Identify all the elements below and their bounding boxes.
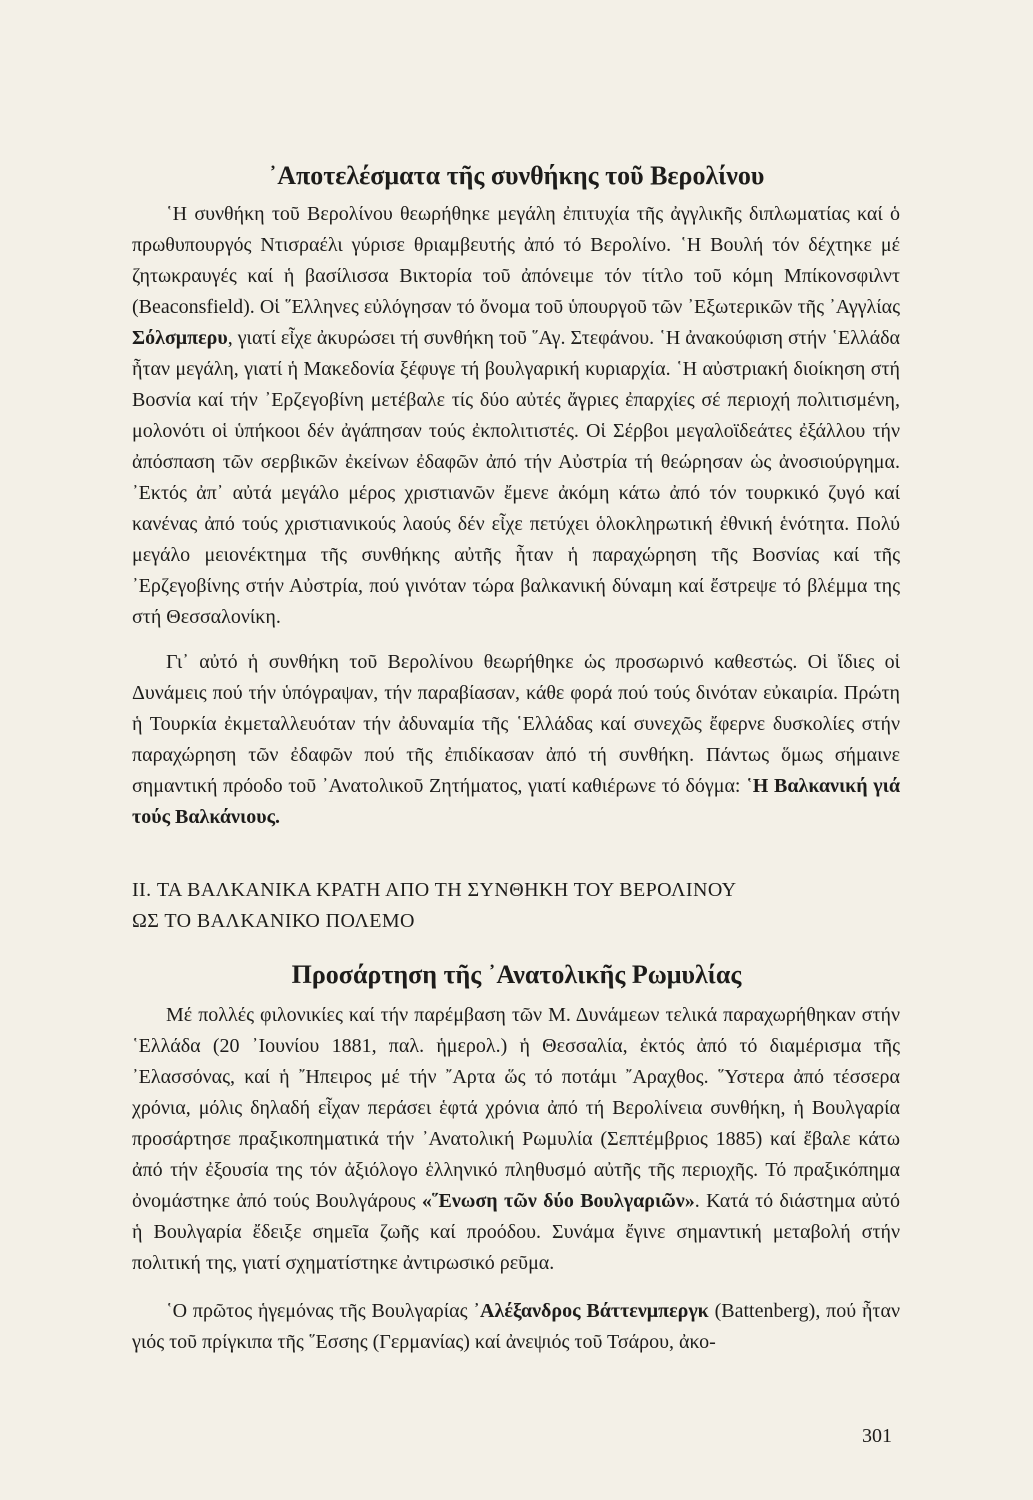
heading-annexation-east-rumelia: Προσάρτηση τῆς ᾽Ανατολικῆς Ρωμυλίας — [291, 960, 742, 989]
paragraph-2: Γι᾽ αὐτό ἡ συνθήκη τοῦ Βερολίνου θεωρήθηκε ὡς προσωρινό καθεστώς. Οἱ ἴδιες οἱ Δυνάμεις πού τήν ὑπόγραψαν, τήν παραβίασαν, κάθε φορά πού τούς δινόταν εὐκαιρία. Πρώτη ἡ Τουρκία ἐκμεταλλευόταν τήν ἀδυναμία τῆς ῾Ελλάδας καί συνεχῶς ἔφερνε δυσκολίες στήν παραχώρηση τῶν ἐδαφῶν πού τῆς ἐπιδίκασαν ἀπό τή συνθήκη. Πάντως ὅμως σήμαινε σημαντική πρόοδο τοῦ ᾽Ανατολικοῦ Ζητήματος, γιατί καθιέρωνε τό δόγμα: ῾Η Βαλκανική γιά τούς Βαλκάνιους. — [132, 651, 900, 828]
page-number: 301 — [862, 1425, 892, 1447]
section-heading-line-2: ΩΣ ΤΟ ΒΑΛΚΑΝΙΚΟ ΠΟΛΕΜΟ — [132, 910, 415, 932]
heading-results-berlin-treaty: ᾽Αποτελέσματα τῆς συνθήκης τοῦ Βερολίνου — [268, 161, 765, 190]
bold-union-two-bulgarias: «῞Ενωση τῶν δύο Βουλγαριῶν» — [421, 1190, 695, 1212]
section-heading-line-1: II. ΤΑ ΒΑΛΚΑΝΙΚΑ ΚΡΑΤΗ ΑΠΟ ΤΗ ΣΥΝΘΗΚΗ ΤΟΥ ΒΕΡΟΛΙΝΟΥ — [132, 879, 737, 901]
paragraph-4: ῾Ο πρῶτος ἡγεμόνας τῆς Βουλγαρίας ᾽Αλέξανδρος Βάττενμπεργκ (Battenberg), πού ἦταν γιός τοῦ πρίγκιπα τῆς ῞Εσσης (Γερμανίας) καί ἀνεψιός τοῦ Τσάρου, ἀκο- — [132, 1300, 900, 1353]
paragraph-3: Μέ πολλές φιλονικίες καί τήν παρέμβαση τῶν Μ. Δυνάμεων τελικά παραχωρήθηκαν στήν ῾Ελλάδα (20 ᾽Ιουνίου 1881, παλ. ἡμερολ.) ἡ Θεσσαλία, ἐκτός ἀπό τό διαμέρισμα τῆς ᾽Ελασσόνας, καί ἡ ῎Ηπειρος μέ τήν ῎Αρτα ὥς τό ποτάμι ῎Αραχθος. ῞Υστερα ἀπό τέσσερα χρόνια, μόλις δηλαδή εἶχαν περάσει ἑφτά χρόνια ἀπό τή Βερολίνεια συνθήκη, ἡ Βουλγαρία προσάρτησε πραξικοπηματικά τήν ᾽Ανατολική Ρωμυλία (Σεπτέμβριος 1885) καί ἔβαλε κάτω ἀπό τήν ἐξουσία της τόν ἀξιόλογο ἑλληνικό πληθυσμό αὐτῆς τῆς περιοχῆς. Τό πραξικόπημα ὀνομάστηκε ἀπό τούς Βουλγάρους «῞Ενωση τῶν δύο Βουλγαριῶν». Κατά τό διάστημα αὐτό ἡ Βουλγαρία ἔδειξε σημεῖα ζωῆς καί προόδου. Συνάμα ἔγινε σημαντική μεταβολή στήν πολιτική της, γιατί σχηματίστηκε ἀντιρωσικό ρεῦμα. — [132, 1004, 900, 1274]
bold-balkan-doctrine: ῾Η Βαλκανική γιά τούς Βαλκάνιους. — [132, 775, 900, 828]
bold-alexander-battenberg: ᾽Αλέξανδρος Βάττενμπεργκ — [473, 1300, 709, 1322]
bold-salisbury: Σόλσμπερυ — [132, 327, 228, 349]
paragraph-1: ῾Η συνθήκη τοῦ Βερολίνου θεωρήθηκε μεγάλη ἐπιτυχία τῆς ἀγγλικῆς διπλωματίας καί ὁ πρωθυπουργός Ντισραέλι γύρισε θριαμβευτής ἀπό τό Βερολίνο. ῾Η Βουλή τόν δέχτηκε μέ ζητωκραυγές καί ἡ βασίλισσα Βικτορία τοῦ ἀπόνειμε τόν τίτλο τοῦ κόμη Μπίκονσφιλντ (Beaconsfield). Οἱ ῞Ελληνες εὐλόγησαν τό ὄνομα τοῦ ὑπουργοῦ τῶν ᾽Εξωτερικῶν τῆς ᾽Αγγλίας Σόλσμπερυ, γιατί εἶχε ἀκυρώσει τή συνθήκη τοῦ ῞Αγ. Στεφάνου. ῾Η ἀνακούφιση στήν ῾Ελλάδα ἦταν μεγάλη, γιατί ἡ Μακεδονία ξέφυγε τή βουλγαρική κυριαρχία. ῾Η αὐστριακή διοίκηση στή Βοσνία καί τήν ᾽Ερζεγοβίνη μετέβαλε τίς δύο αὐτές ἄγριες ἐπαρχίες σέ περιοχή πολιτισμένη, μολονότι οἱ ὑπήκοοι δέν ἀγάπησαν τούς ἐκπολιτιστές. Οἱ Σέρβοι μεγαλοϊδεάτες ἐξάλλου τήν ἀπόσπαση τῶν σερβικῶν ἐκείνων ἐδαφῶν ἀπό τήν Αὐστρία τή θεώρησαν ὡς ἀνοσιούργημα. ᾽Εκτός ἀπ᾽ αὐτά μεγάλο μέρος χριστιανῶν ἔμενε ἀκόμη κάτω ἀπό τόν τουρκικό ζυγό καί κανένας ἀπό τούς χριστιανικούς λαούς δέν εἶχε πετύχει ὁλοκληρωτική ἐθνική ἑνότητα. Πολύ μεγάλο μειονέκτημα τῆς συνθήκης αὐτῆς ἦταν ἡ παραχώρηση τῆς Βοσνίας καί τῆς ᾽Ερζεγοβίνης στήν Αὐστρία, πού γινόταν τώρα βαλκανική δύναμη καί ἔστρεψε τό βλέμμα της στή Θεσσαλονίκη. — [132, 203, 900, 628]
